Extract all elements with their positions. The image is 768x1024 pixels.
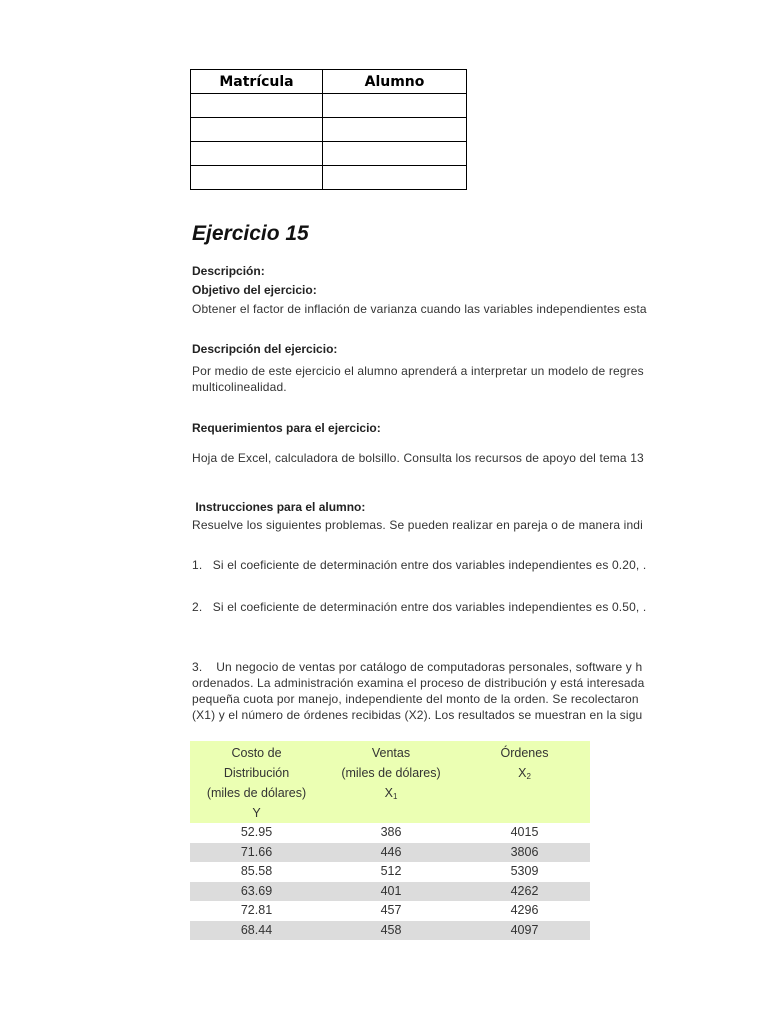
costo-cell: 71.66 (190, 843, 323, 863)
header-ordenes: Órdenes $X_2$ (459, 741, 590, 823)
alumno-cell[interactable] (323, 166, 467, 190)
instrucciones-heading: Instrucciones para el alumno: (192, 500, 366, 514)
problem-1: 1. Si el coeficiente de determinación entre dos variables independientes es 0.20, . (192, 558, 647, 572)
table-row (190, 921, 590, 941)
costo-cell: 63.69 (190, 882, 323, 902)
descripcion-heading: Descripción: (192, 264, 265, 278)
requerimientos-heading: Requerimientos para el ejercicio: (192, 421, 381, 435)
objetivo-text: Obtener el factor de inflación de varianza cuando las variables independientes esta (192, 302, 647, 316)
ordenes-cell: 5309 (510, 864, 539, 878)
descripcion-ejercicio-text (192, 363, 670, 395)
table-row (190, 862, 590, 882)
instrucciones-text: Resuelve los siguientes problemas. Se pueden realizar en pareja o de manera indi (192, 518, 643, 532)
header-ventas: Ventas (miles de dólares) $X_1$ (323, 741, 459, 823)
ventas-cell: 386 (380, 825, 402, 839)
header-costo-distribucion: Costo de Distribución (miles de dólares) Y (190, 741, 323, 823)
table-row (191, 142, 467, 166)
descripcion-ejercicio-heading: Descripción del ejercicio: (192, 342, 338, 356)
text-line: pequeña cuota por manejo, independiente del monto de la orden. Se recolectaron (192, 692, 639, 706)
header-ventas-var: $X_1$ (384, 786, 398, 801)
ordenes-cell: 4296 (510, 903, 539, 917)
ventas-cell: 401 (323, 882, 459, 902)
requerimientos-text: Hoja de Excel, calculadora de bolsillo. Consulta los recursos de apoyo del tema 13 (192, 451, 644, 465)
problem-2: 2. Si el coeficiente de determinación entre dos variables independientes es 0.50, . (192, 600, 647, 614)
distribution-data-table (190, 741, 590, 940)
ordenes-cell: 3806 (459, 843, 590, 863)
matricula-cell[interactable] (191, 142, 323, 166)
costo-cell: 52.95 (240, 825, 273, 839)
alumno-cell[interactable] (323, 94, 467, 118)
table-row (190, 901, 590, 921)
objetivo-heading: Objetivo del ejercicio: (192, 283, 317, 297)
text-line: 3. Un negocio de ventas por catálogo de computadoras personales, software y h (192, 660, 643, 674)
table-row (191, 118, 467, 142)
ordenes-cell: 4015 (510, 825, 539, 839)
text-line: (X1) y el número de órdenes recibidas (X2). Los resultados se muestran en la sigu (192, 708, 643, 722)
alumno-cell[interactable] (323, 142, 467, 166)
ventas-cell: 457 (380, 903, 402, 917)
table-row (190, 843, 590, 863)
costo-cell: 72.81 (240, 903, 273, 917)
text-line: multicolinealidad. (192, 380, 287, 394)
matricula-cell[interactable] (191, 166, 323, 190)
matricula-cell[interactable] (191, 94, 323, 118)
matricula-cell[interactable] (191, 118, 323, 142)
ordenes-cell: 4097 (459, 921, 590, 941)
ventas-cell: 458 (323, 921, 459, 941)
ordenes-cell: 4262 (459, 882, 590, 902)
table-row (190, 882, 590, 902)
costo-cell: 68.44 (190, 921, 323, 941)
table-row (191, 94, 467, 118)
student-info-table (190, 69, 467, 190)
exercise-title: Ejercicio 15 (192, 222, 309, 245)
table-row (190, 823, 590, 843)
ventas-cell: 512 (380, 864, 402, 878)
header-ordenes-var: $X_2$ (518, 766, 531, 781)
costo-cell: 85.58 (240, 864, 273, 878)
header-matricula: Matrícula (191, 70, 323, 94)
ventas-cell: 446 (323, 843, 459, 863)
problem-3 (192, 659, 670, 723)
alumno-cell[interactable] (323, 118, 467, 142)
table-row (191, 166, 467, 190)
text-line: Por medio de este ejercicio el alumno aprenderá a interpretar un modelo de regres (192, 364, 644, 378)
header-alumno: Alumno (323, 70, 467, 94)
text-line: ordenados. La administración examina el proceso de distribución y está interesada (192, 676, 645, 690)
